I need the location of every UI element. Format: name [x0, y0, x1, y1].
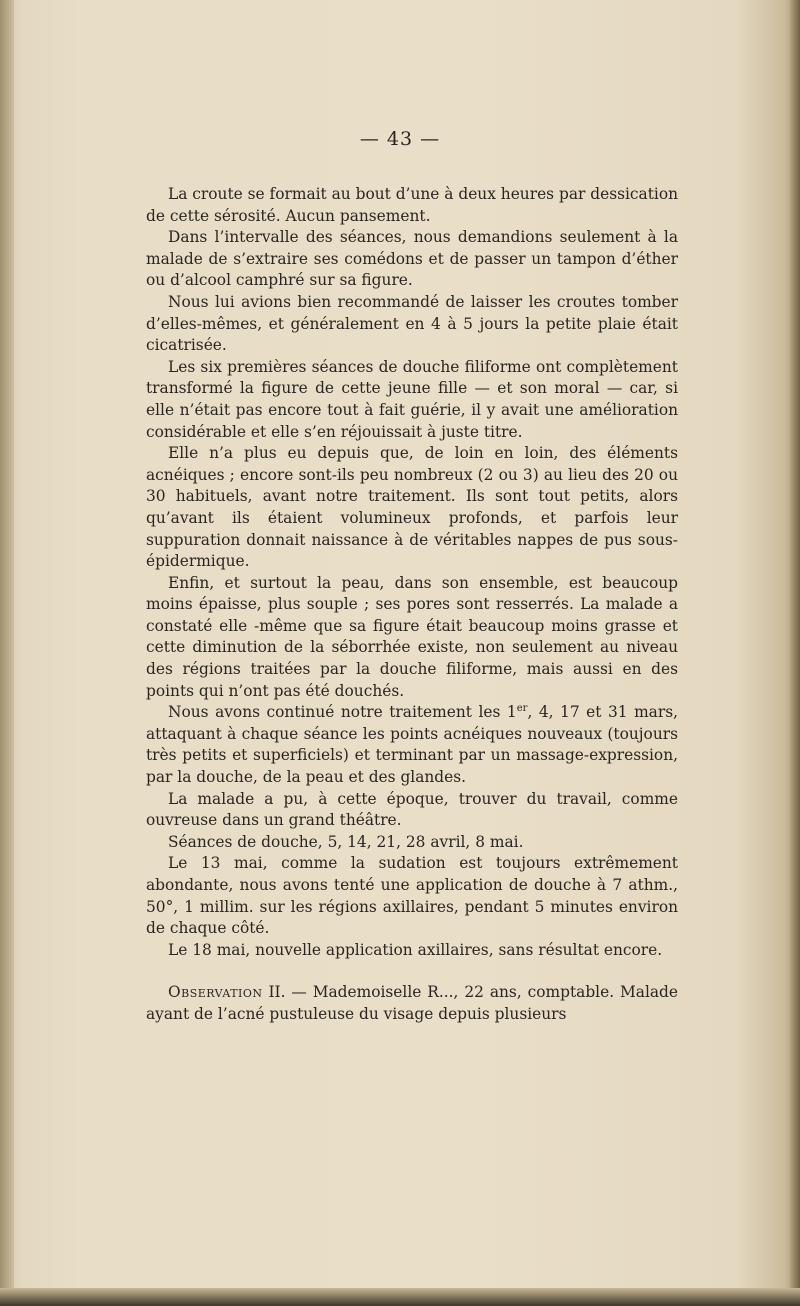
paragraph-start: Nous avons continué notre traitement les 1 — [168, 703, 517, 722]
body-text — [146, 184, 678, 1026]
paragraph: Nous lui avions bien recommandé de laisser les croutes tomber d’elles-mêmes, et généralement en 4 à 5 jours la petite plaie était cicatrisée. — [146, 292, 678, 355]
page-number: — 43 — — [359, 128, 441, 150]
paragraph: Le 13 mai, comme la sudation est toujours extrêmement abondante, nous avons tenté une application de douche à 7 athm., 50°, 1 millim. sur les régions axillaires, pendant 5 minutes environ de chaque côté. — [146, 854, 678, 938]
observation-label: Observation — [168, 983, 263, 1002]
paragraph: Les six premières séances de douche filiforme ont complètement transformé la figure de cette jeune fille — et son moral — car, si elle n’était pas encore tout à fait guérie, il y avait une amélioration considérable et elle s’en réjouissait à juste titre. — [146, 357, 678, 441]
paragraph: Elle n’a plus eu depuis que, de loin en loin, des éléments acnéiques ; encore sont-ils peu nombreux (2 ou 3) au lieu des 20 ou 30 habituels, avant notre traitement. Ils sont tout petits, alors qu’avant ils étaient volumineux profonds, et parfois leur suppuration donnait naissance à de véritables nappes de pus sous-épidermique. — [146, 444, 678, 571]
paragraph: Dans l’intervalle des séances, nous demandions seulement à la malade de s’extraire ses comédons et de passer un tampon d’éther ou d’alcool camphré sur sa figure. — [146, 228, 678, 290]
observation-text: II. — Mademoiselle R..., 22 ans, comptable. Malade ayant de l’acné pustuleuse du visage depuis plusieurs — [146, 983, 678, 1023]
paragraph-rest: , 4, 17 et 31 mars, attaquant à chaque séance les points acnéiques nouveaux (toujours très petits et superficiels) et terminant par un massage-expression, par la douche, de la peau et des glandes. — [146, 703, 678, 787]
paragraph: Séances de douche, 5, 14, 21, 28 avril, 8 mai. — [168, 832, 524, 851]
paragraph: Le 18 mai, nouvelle application axillaires, sans résultat encore. — [168, 940, 663, 959]
paragraph: La croute se formait au bout d’une à deux heures par dessication de cette sérosité. Aucun pansement. — [146, 185, 679, 225]
observation-paragraph — [146, 982, 678, 1025]
paragraph: La malade a pu, à cette époque, trouver du travail, comme ouvreuse dans un grand théâtre. — [146, 789, 678, 830]
page-left-edge — [0, 0, 14, 1306]
paragraph: Enfin, et surtout la peau, dans son ensemble, est beaucoup moins épaisse, plus souple ; ses pores sont resserrés. La malade a constaté elle -même que sa figure était beaucoup moins grasse et cette diminution de la séborrhée existe, non seulement au niveau des régions traitées par la douche filiforme, mais aussi en des points qui n’ont pas été douchés. — [146, 573, 678, 700]
superscript: er — [516, 703, 528, 715]
page-right-edge — [790, 0, 800, 1306]
page-bottom-edge — [0, 1288, 800, 1306]
paragraph-traitement — [146, 702, 678, 788]
